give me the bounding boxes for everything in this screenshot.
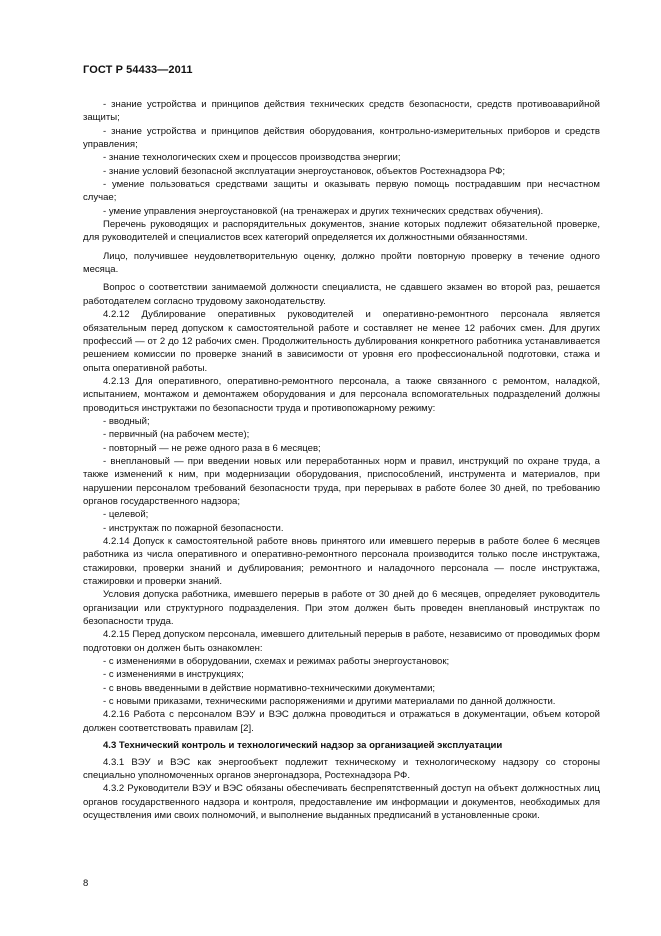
paragraph: - знание устройства и принципов действия технических средств безопасности, средств противоаварийной защиты;	[83, 99, 600, 124]
paragraph: 4.3.1 ВЭУ и ВЭС как энергообъект подлежит техническому и технологическому надзору со стороны специально уполномоченных органов энергонадзора, Ростехнадзора РФ.	[83, 756, 600, 781]
paragraph: Вопрос о соответствии занимаемой должности специалиста, не сдавшего экзамен во второй раз, решается работодателем согласно трудовому законодательству.	[83, 282, 600, 307]
paragraph: - вводный;	[103, 415, 150, 427]
paragraph: 4.2.15 Перед допуском персонала, имевшего длительный перерыв в работе, независимо от проводимых форм подготовки он должен быть ознакомлен:	[83, 629, 600, 654]
paragraph: - знание устройства и принципов действия оборудования, контрольно-измерительных приборов и средств управления;	[83, 125, 600, 151]
paragraph: 4.3.2 Руководители ВЭУ и ВЭС обязаны обеспечивать беспрепятственный доступ на объект должностных лиц органов государственного надзора и контроля, предоставление им информации и документов, необходимых для осуществления ими своих полномочий, и выполнение выданных предписаний в установленные сроки.	[83, 783, 600, 821]
document-header: ГОСТ Р 54433—2011	[83, 64, 193, 76]
paragraph: - повторный — не реже одного раза в 6 месяцев;	[103, 442, 321, 454]
paragraph: - с изменениями в инструкциях;	[103, 669, 244, 681]
paragraph: Лицо, получившее неудовлетворительную оценку, должно пройти повторную проверку в течение одного месяца.	[83, 250, 600, 276]
paragraph: - знание технологических схем и процессов производства энергии;	[103, 152, 401, 164]
paragraph: 4.2.16 Работа с персоналом ВЭУ и ВЭС должна проводиться и отражаться в документации, объем которой должен соответствовать правилам [2].	[83, 709, 600, 734]
paragraph: - умение управления энергоустановкой (на тренажерах и других технических средствах обучения).	[103, 205, 544, 217]
section-heading: 4.3 Технический контроль и технологический надзор за организацией эксплуатации	[103, 740, 503, 752]
paragraph: 4.2.13 Для оперативного, оперативно-ремонтного персонала, а также связанного с ремонтом, наладкой, испытанием, монтажом и демонтажем оборудования и для персонала вспомогательных подразделений должны проводиться инструктажи по безопасности труда и противопожарному режиму:	[83, 375, 600, 414]
paragraph: Перечень руководящих и распорядительных документов, знание которых подлежит обязательной проверке, для руководителей и специалистов всех категорий определяется их должностными обязанностями.	[83, 219, 600, 244]
paragraph: - внеплановый — при введении новых или переработанных норм и правил, инструкций по охране труда, а также изменений к ним, при модернизации оборудования, приспособлений, инструмента и материалов, при нарушении персоналом требований безопасности труда, при перерывах в работе более 30 дней, по требованию органов государственного надзора;	[83, 455, 600, 507]
paragraph: - умение пользоваться средствами защиты и оказывать первую помощь пострадавшим при несчастном случае;	[83, 179, 600, 204]
paragraph: - с вновь введенными в действие нормативно-техническими документами;	[103, 682, 436, 694]
paragraph: - инструктаж по пожарной безопасности.	[103, 522, 284, 534]
paragraph: 4.2.14 Допуск к самостоятельной работе вновь принятого или имевшего перерыв в работе более 6 месяцев работника из числа оперативного и оперативно-ремонтного персонала производится только после инструктажа, стажировки, проверки знаний и дублирования; ремонтного и наладочного персонала — после инструктажа, стажировки и проверки знаний.	[83, 536, 600, 588]
paragraph: 4.2.12 Дублирование оперативных руководителей и оперативно-ремонтного персонала является обязательным перед допуском к самостоятельной работе и составляет не менее 12 рабочих смен. Для других профессий — от 2 до 12 рабочих смен. Продолжительность дублирования конкретного работника устанавливается решением комиссии по проверке знаний в зависимости от уровня его профессиональной подготовки, стажа и опыта оперативной работы.	[83, 309, 600, 374]
body-text	[83, 98, 600, 822]
paragraph: Условия допуска работника, имевшего перерыв в работе от 30 дней до 6 месяцев, определяет руководитель организации или структурного подразделения. При этом должен быть проведен внеплановый инструктаж по безопасности труда.	[83, 589, 600, 628]
paragraph: - первичный (на рабочем месте);	[103, 429, 250, 441]
paragraph: - целевой;	[103, 509, 149, 521]
paragraph: - с изменениями в оборудовании, схемах и режимах работы энергоустановок;	[103, 656, 450, 668]
paragraph: - знание условий безопасной эксплуатации энергоустановок, объектов Ростехнадзора РФ;	[103, 165, 506, 177]
page-number: 8	[83, 878, 89, 889]
paragraph: - с новыми приказами, техническими распоряжениями и другими материалами по данной должности.	[103, 696, 556, 708]
